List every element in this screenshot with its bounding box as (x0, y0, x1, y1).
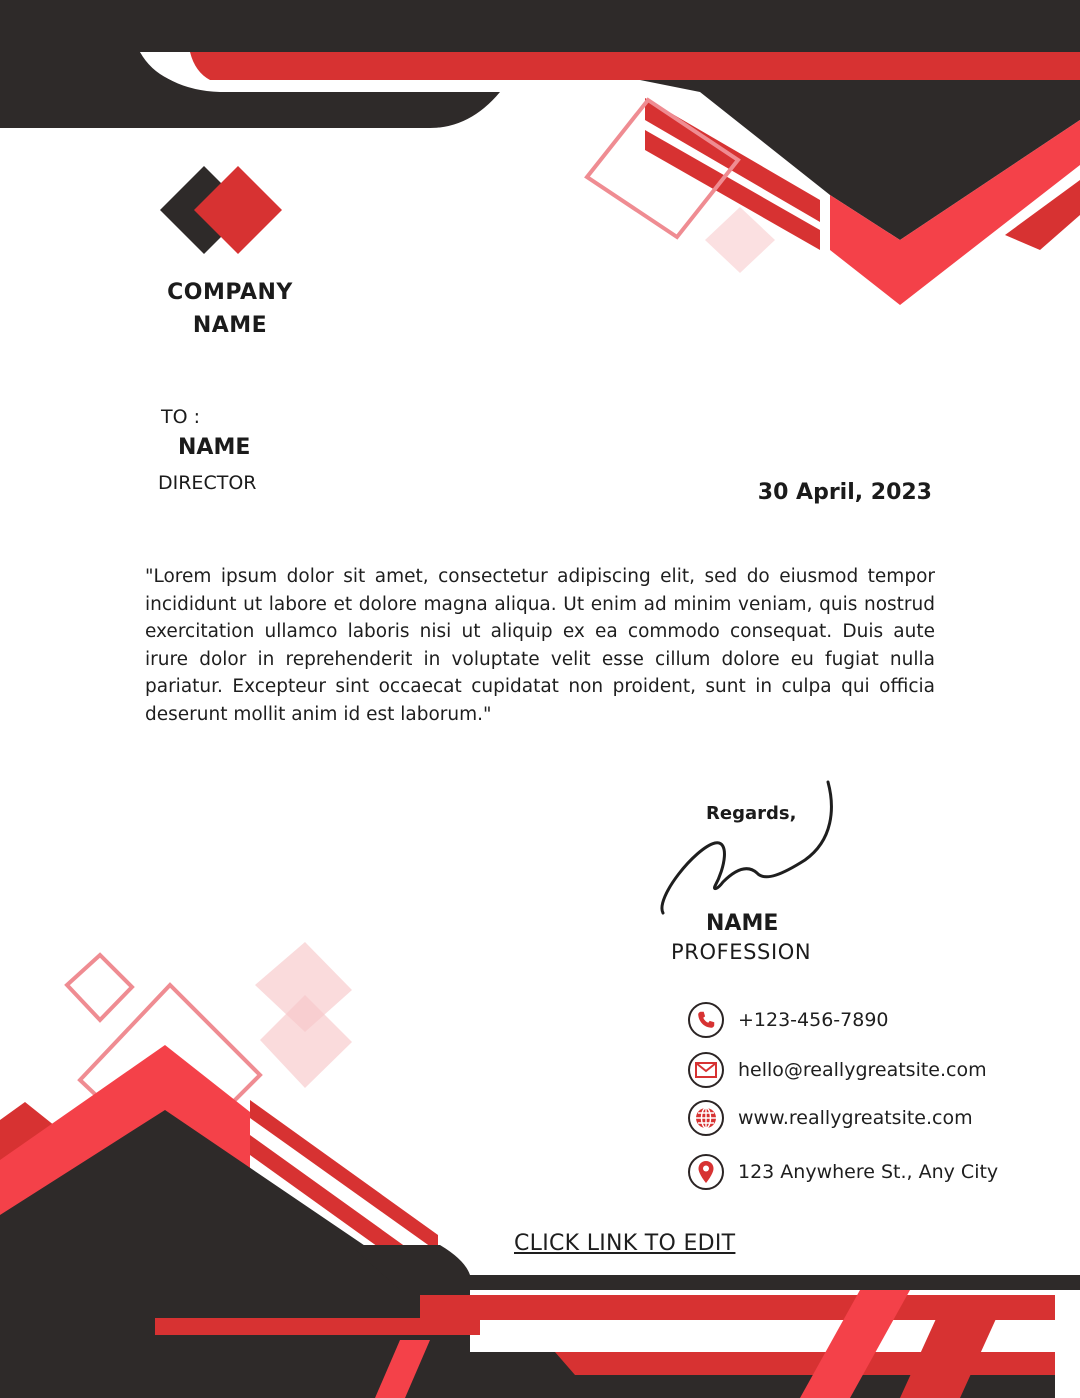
contact-website-text: www.reallygreatsite.com (738, 1107, 973, 1129)
contact-address[interactable] (688, 1152, 998, 1192)
sender-name: NAME (706, 911, 779, 936)
phone-icon (688, 1002, 724, 1038)
globe-icon (688, 1100, 724, 1136)
recipient-name: NAME (178, 435, 251, 460)
letter-date: 30 April, 2023 (757, 480, 932, 505)
edit-link[interactable]: CLICK LINK TO EDIT (514, 1231, 736, 1256)
contact-email[interactable] (688, 1050, 987, 1090)
contact-address-text: 123 Anywhere St., Any City (738, 1161, 999, 1183)
signature-scribble (655, 778, 840, 918)
closing-text: Regards, (706, 803, 797, 824)
contact-phone-text: +123-456-7890 (738, 1009, 889, 1031)
contact-phone[interactable] (688, 1000, 889, 1040)
letter-body: "Lorem ipsum dolor sit amet, consectetur adipiscing elit, sed do eiusmod tempor incididunt ut labore et dolore magna aliqua. Ut enim ad minim veniam, quis nostrud exercitation ullamco laboris nisi ut aliquip ex ea commodo consequat. Duis aute irure dolor in reprehenderit in voluptate velit esse cillum dolore eu fugiat nulla pariatur. Excepteur sint occaecat cupidatat non proident, sunt in culpa qui officia deserunt mollit anim id est laborum." (145, 566, 935, 725)
company-name: COMPANY NAME (167, 280, 293, 338)
sender-profession: PROFESSION (671, 940, 812, 964)
contact-email-text: hello@reallygreatsite.com (738, 1059, 987, 1081)
recipient-title: DIRECTOR (158, 472, 257, 494)
mail-icon (688, 1052, 724, 1088)
top-decoration (0, 0, 1080, 305)
company-logo (160, 166, 282, 254)
contact-website[interactable] (688, 1098, 973, 1138)
recipient-label: TO : (161, 406, 201, 428)
location-pin-icon (688, 1154, 724, 1190)
